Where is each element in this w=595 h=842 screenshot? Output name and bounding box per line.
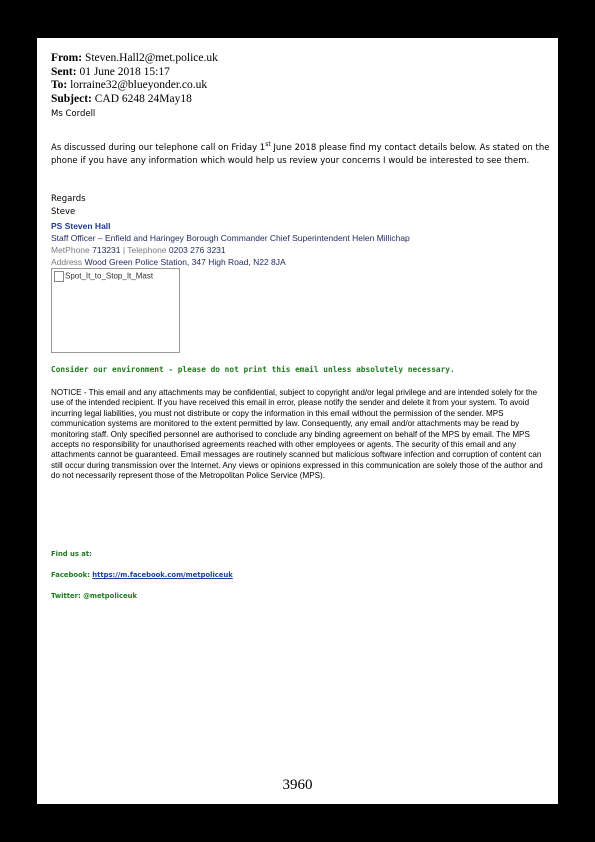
subject-value: CAD 6248 24May18 <box>94 92 192 105</box>
twitter-line: Twitter: @metpoliceuk <box>51 592 137 600</box>
twitter-handle: @metpoliceuk <box>83 592 137 600</box>
from-line: From: Steven.Hall2@met.police.uk <box>51 52 218 64</box>
regards-text: Regards <box>51 194 86 204</box>
email-header <box>51 52 218 106</box>
to-line: To: lorraine32@blueyonder.co.uk <box>51 79 208 91</box>
sign-off <box>51 193 86 219</box>
facebook-line: Facebook: https://m.facebook.com/metpoliceuk <box>51 571 233 579</box>
signature-role: Staff Officer – Enfield and Haringey Borough Commander Chief Superintendent Helen Millichap <box>51 233 410 243</box>
find-us-label: Find us at: <box>51 550 92 558</box>
facebook-link[interactable]: https://m.facebook.com/metpoliceuk <box>92 571 233 579</box>
subject-line: Subject: CAD 6248 24May18 <box>51 92 192 105</box>
sent-line: Sent: 01 June 2018 15:17 <box>51 65 170 78</box>
sender-first-name: Steve <box>51 207 76 217</box>
sent-value: 01 June 2018 15:17 <box>79 65 170 78</box>
environment-note: Consider our environment - please do not print this email unless absolutely necessary. <box>51 365 455 374</box>
to-value: lorraine32@blueyonder.co.uk <box>70 79 208 91</box>
broken-image-icon <box>54 271 64 282</box>
legal-notice: NOTICE - This email and any attachments may be confidential, subject to copyright and/or legal privilege and are intended solely for the use of the intended recipient. If you have received this email in error, please notify the sender and delete it from your system. To avoid incurring legal liabilities, you must not distribute or copy the information in this email without the permission of the sender. MPS communication systems are monitored to the extent permitted by law. Consequently, any email and/or attachments may be read by monitoring staff. Only specified personnel are authorised to conclude any binding agreement on behalf of the MPS by email. The MPS accepts no responsibility for unauthorised agreements reached with other employees or agents. The security of this email and any attachments cannot be guaranteed. Email messages are routinely scanned but malicious software infection and corruption of content can still occur during transmission over the Internet. Any views or opinions expressed in this communication are solely those of the author and do not necessarily represent those of the Metropolitan Police Service (MPS). <box>51 388 543 481</box>
signature-phone: MetPhone 713231 | Telephone 0203 276 3231 <box>51 245 226 255</box>
signature-block <box>51 220 410 268</box>
image-alt-text: Spot_It_to_Stop_It_Mast <box>65 271 154 281</box>
body-paragraph: As discussed during our telephone call on Friday 1st June 2018 please find my contact details below. As stated on the phone if you have any information which would help us review your concerns I would be interested to see them. <box>51 141 550 166</box>
signature-name: PS Steven Hall <box>51 221 111 231</box>
salutation: Ms Cordell <box>51 109 96 119</box>
page-number: 3960 <box>282 777 313 793</box>
signature-address: Address Wood Green Police Station, 347 High Road, N22 8JA <box>51 257 286 267</box>
document-page <box>37 38 558 804</box>
from-value: Steven.Hall2@met.police.uk <box>84 52 218 64</box>
signature-image-placeholder <box>51 268 180 353</box>
